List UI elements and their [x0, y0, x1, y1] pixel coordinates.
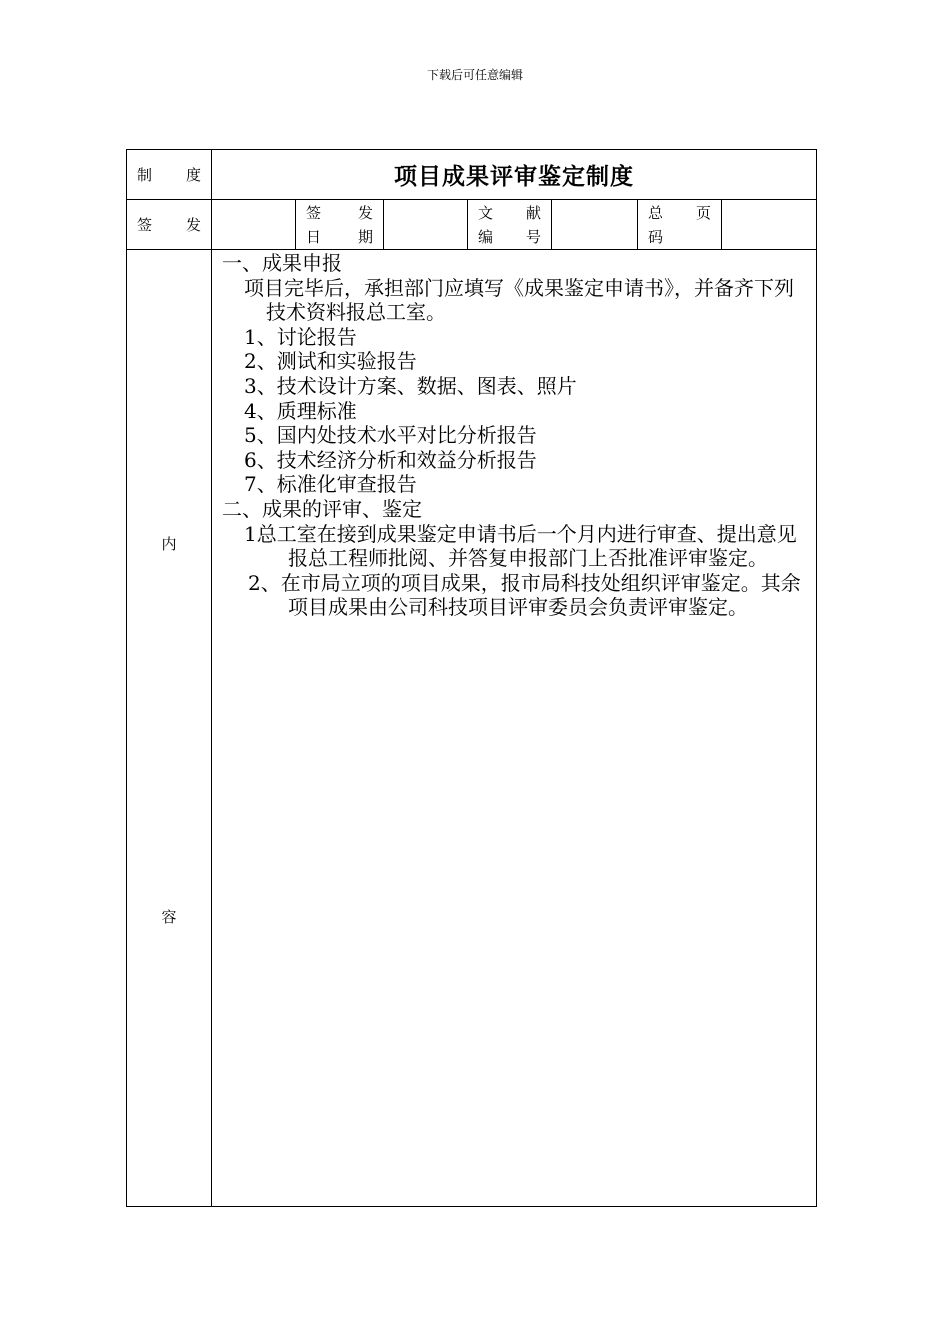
- label-issue-date-char4: 期: [357, 227, 373, 246]
- label-content-char1: 内: [161, 535, 177, 553]
- label-regulation-char1: 制: [137, 166, 153, 184]
- header-note: 下载后可任意编辑: [426, 68, 523, 82]
- label-issuer-char2: 发: [185, 216, 201, 234]
- total-pages-value-cell[interactable]: [722, 200, 817, 250]
- section2-item-2: 2、在市局立项的项目成果，报市局科技处组织评审鉴定。其余项目成果由公司科技项目评审委员会负责评审鉴定。: [248, 570, 801, 620]
- issue-date-value-cell[interactable]: [384, 200, 468, 250]
- label-document-number-char4: 号: [525, 227, 541, 246]
- label-total-pages-char2: 页: [695, 203, 711, 222]
- content-body: [212, 250, 817, 1207]
- label-content: [127, 250, 212, 1207]
- issuer-value-cell[interactable]: [212, 200, 296, 250]
- label-issue-date: [296, 200, 384, 250]
- document-number-value-cell[interactable]: [552, 200, 638, 250]
- label-total-pages: [638, 200, 722, 250]
- section1-item-6: 6、技术经济分析和效益分析报告: [244, 447, 537, 472]
- section2-item-1: 1总工室在接到成果鉴定申请书后一个月内进行审查、提出意见报总工程师批阅、并答复申报部门上否批准评审鉴定。: [244, 521, 797, 571]
- document-title: 项目成果评审鉴定制度: [212, 150, 817, 200]
- label-issue-date-char3: 日: [306, 227, 322, 246]
- section1-item-1: 1、讨论报告: [244, 324, 357, 349]
- label-issuer-char1: 签: [137, 216, 153, 234]
- label-document-number-char1: 文: [478, 203, 494, 222]
- meta-row: [127, 200, 817, 250]
- label-content-char2: 容: [161, 908, 177, 926]
- regulation-form-table: [126, 149, 817, 1207]
- label-regulation-char2: 度: [185, 166, 201, 184]
- section1-item-7: 7、标准化审查报告: [244, 472, 417, 497]
- section2-heading: 二、成果的评审、鉴定: [222, 496, 422, 521]
- section1-item-3: 3、技术设计方案、数据、图表、照片: [244, 373, 577, 398]
- section1-item-2: 2、测试和实验报告: [244, 349, 417, 374]
- section1-item-4: 4、质理标准: [244, 398, 357, 423]
- label-document-number-char2: 献: [525, 203, 541, 222]
- label-issuer: [127, 200, 212, 250]
- content-row: [127, 250, 817, 1207]
- label-issue-date-char1: 签: [306, 203, 322, 222]
- title-row: [127, 150, 817, 200]
- section1-item-5: 5、国内处技术水平对比分析报告: [244, 423, 537, 448]
- label-total-pages-char1: 总: [648, 203, 664, 222]
- label-regulation: [127, 150, 212, 200]
- label-document-number-char3: 编: [478, 227, 494, 246]
- section1-intro: 项目完毕后，承担部门应填写《成果鉴定申请书》，并备齐下列技术资料报总工室。: [244, 275, 794, 325]
- section1-heading: 一、成果申报: [222, 251, 342, 275]
- label-document-number: [468, 200, 552, 250]
- label-total-pages-char3: 码: [648, 227, 664, 246]
- label-issue-date-char2: 发: [357, 203, 373, 222]
